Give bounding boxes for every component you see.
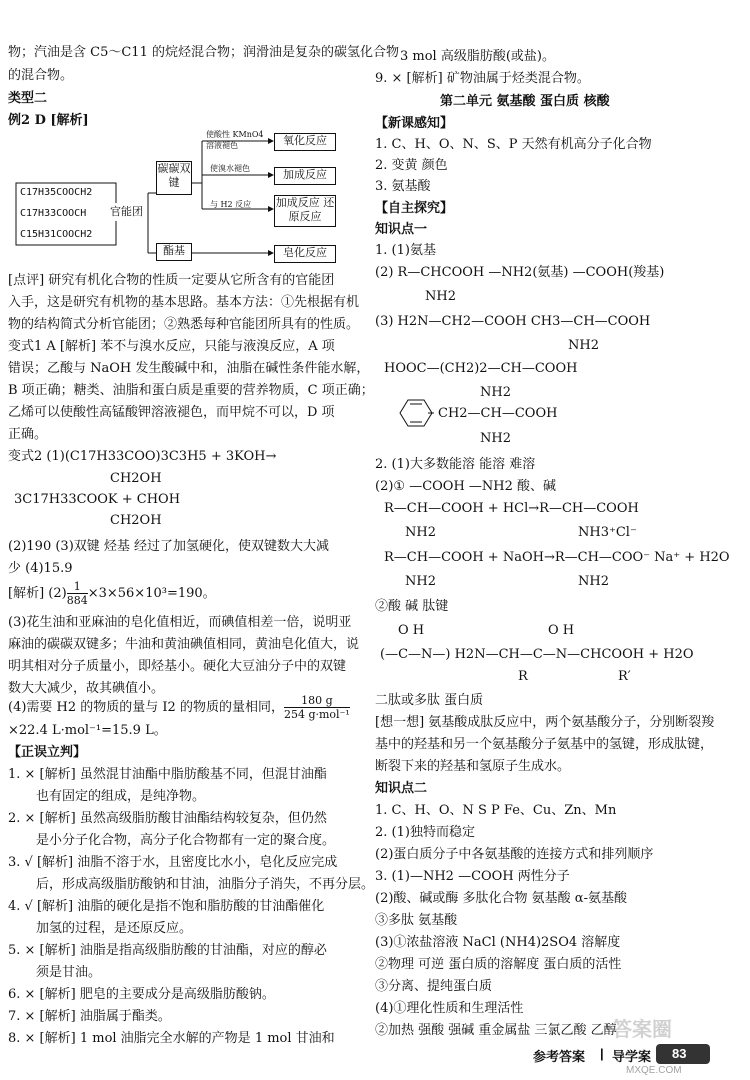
subsection-heading: 知识点二 (375, 781, 428, 796)
text-line: ②酸 碱 肽键 (375, 599, 449, 614)
guide-label: 导学案 (612, 1049, 652, 1064)
fat-formula-2: C17H33COOCH (20, 208, 87, 219)
text-line: 2. (1)独特而稳定 (375, 825, 475, 840)
formula-sup: O H (398, 623, 425, 638)
think-line: 基中的羟基和另一个氨基酸分子氨基中的氢键，形成肽键， (375, 737, 714, 752)
analysis-line (8, 580, 216, 608)
formula-line: R—CH—COOH + HCl→R—CH—COOH (384, 501, 639, 516)
section-heading: 【自主探究】 (375, 201, 454, 216)
formula-sub: NH2 (480, 385, 511, 400)
section-heading: 【新课感知】 (375, 116, 454, 131)
analysis-line: ×22.4 L·mol⁻¹=15.9 L。 (8, 723, 167, 738)
formula-line: 3C17H33COOK + CHOH (14, 492, 181, 507)
answer-line: (2)190 (3)双键 烃基 经过了加氢硬化，使双键数大大减 (8, 539, 330, 554)
judge-line: 7. × [解析] 油脂属于酯类。 (8, 1009, 171, 1024)
judge-line: 加氢的过程，是还原反应。 (36, 921, 193, 936)
variant-line: 错误；乙酸与 NaOH 发生酸碱中和，油脂在碱性条件能水解， (8, 361, 370, 376)
answer-line: 少 (4)15.9 (8, 561, 73, 576)
formula-sub: NH2 (480, 431, 511, 446)
section-heading: 【正误立判】 (8, 745, 87, 760)
text-line: 9. × [解析] 矿物油属于烃类混合物。 (375, 71, 590, 86)
fraction-denominator: 884 (66, 594, 88, 607)
text-line: ②物理 可逆 蛋白质的溶解度 蛋白质的活性 (375, 957, 622, 972)
text-line: (4)①理化性质和生理活性 (375, 1001, 524, 1016)
addition-reduction-box: 加成反应 还原反应 (274, 195, 336, 227)
text-line: (2)蛋白质分子中各氨基酸的连接方式和排列顺序 (375, 847, 654, 862)
saponification-box: 皂化反应 (274, 245, 336, 263)
text-line: 1. C、H、O、N、S、P 天然有机高分子化合物 (375, 137, 652, 152)
analysis-suffix: ×3×56×10³=190。 (87, 586, 216, 601)
benzene-ring-icon (398, 398, 434, 428)
text-line: 2. (1)大多数能溶 能溶 难溶 (375, 457, 536, 472)
formula-line: CH2—CH—COOH (438, 406, 558, 421)
text-line: ③多肽 氨基酸 (375, 913, 458, 928)
judge-line: 须是甘油。 (36, 965, 102, 980)
ester-group-box: 酯基 (156, 243, 192, 261)
condition-label: 使酸性 KMnO4 溶液褪色 (206, 130, 264, 150)
analysis-line: 麻油的碳碳双键多；牛油和黄油碘值相同，黄油皂化值大，说 (8, 637, 360, 652)
functional-group-label: 官能团 (110, 203, 143, 221)
answer-label: 参考答案 (533, 1049, 586, 1064)
judge-line: 1. × [解析] 虽然混甘油酯中脂肪酸基不同，但混甘油酯 (8, 767, 327, 782)
formula-line: HOOC—(CH2)2—CH—COOH (384, 361, 578, 376)
formula-line: CH2OH (110, 513, 162, 528)
condition-label: 使溴水褪色 (210, 164, 250, 173)
formula-sub: NH2 (405, 574, 436, 589)
formula-line: (3) H2N—CH2—COOH CH3—CH—COOH (375, 314, 651, 329)
addition-box: 加成反应 (274, 167, 336, 185)
fraction (67, 580, 88, 607)
judge-line: 8. × [解析] 1 mol 油脂完全水解的产物是 1 mol 甘油和 (8, 1031, 335, 1046)
formula-sub: NH2 (405, 525, 436, 540)
fat-formula-1: C17H35COOCH2 (20, 187, 93, 198)
text-line: ②加热 强酸 强碱 重金属盐 三氯乙酸 乙醇 (375, 1023, 617, 1038)
unit-title: 第二单元 氨基酸 蛋白质 核酸 (440, 94, 610, 109)
analysis-line: 明其相对分子质量小，即烃基小。硬化大豆油分子中的双键 (8, 659, 347, 674)
condition-label: 与 H2 反应 (210, 200, 252, 209)
cc-double-bond-box: 碳碳双键 (156, 161, 192, 195)
formula-sub: NH3⁺Cl⁻ (578, 525, 637, 540)
variant-line: 变式1 A [解析] 苯不与溴水反应，只能与液溴反应，A 项 (8, 339, 335, 354)
formula-sub: R′ (618, 669, 631, 684)
oxidation-box: 氧化反应 (274, 133, 336, 151)
analysis-line: (3)花生油和亚麻油的皂化值相近，而碘值相差一倍，说明亚 (8, 615, 352, 630)
judge-line: 2. × [解析] 虽然高级脂肪酸甘油酯结构较复杂，但仍然 (8, 811, 327, 826)
judge-line: 是小分子化合物，高分子化合物都有一定的聚合度。 (36, 833, 336, 848)
q4-text: (4)需要 H2 的物质的量与 I2 的物质的量相同， (8, 700, 284, 715)
watermark-text: 答案圈 (612, 1017, 672, 1041)
text-line: 3. 氨基酸 (375, 179, 431, 194)
subsection-heading: 知识点一 (375, 222, 428, 237)
variant-line: 乙烯可以使酸性高锰酸钾溶液褪色，而甲烷不可以，D 项 (8, 405, 335, 420)
think-line: 断裂下来的羟基和氢原子生成水。 (375, 759, 571, 774)
variant-line: 变式2 (1)(C17H33COO)3C3H5 + 3KOH→ (8, 449, 277, 464)
formula-line: R—CH—COOH + NaOH→R—CH—COO⁻ Na⁺ + H2O (384, 550, 730, 565)
formula-sub: NH2 (578, 574, 609, 589)
judge-line: 4. √ [解析] 油脂的硬化是指不饱和脂肪酸的甘油酯催化 (8, 899, 325, 914)
text-line: (3)①浓盐溶液 NaCl (NH4)2SO4 溶解度 (375, 935, 621, 950)
text-line: 物；汽油是含 C5～C11 的烷烃混合物；润滑油是复杂的碳氢化合物 (8, 45, 399, 60)
formula-sub: R (518, 669, 528, 684)
watermark-url: MXQE.COM (626, 1065, 682, 1076)
formula-sub: NH2 (425, 289, 456, 304)
variant-line: 正确。 (8, 427, 48, 442)
fraction-numerator: 180 g (284, 694, 350, 708)
text-line: 的混合物。 (8, 68, 74, 83)
text-line: 2. 变黄 颜色 (375, 158, 448, 173)
fraction-denominator: 254 g·mol⁻¹ (283, 708, 350, 721)
text-line: 3 mol 高级脂肪酸(或盐)。 (400, 49, 555, 64)
judge-line: 后，形成高级脂肪酸钠和甘油，油脂分子消失，不再分层。 (36, 877, 375, 892)
formula-sup: O H (548, 623, 575, 638)
analysis-line: 数大大减少，故其碘值小。 (8, 681, 165, 696)
analysis-prefix: [解析] (2) (8, 586, 67, 601)
text-line: 二肽或多肽 蛋白质 (375, 693, 484, 708)
fraction-numerator: 1 (67, 580, 88, 594)
text-line: ③分离、提纯蛋白质 (375, 979, 493, 994)
comment-line: 物的结构简式分析官能团；②熟悉每种官能团所具有的性质。 (8, 317, 360, 332)
text-line: (2)酸、碱或酶 多肽化合物 氨基酸 α-氨基酸 (375, 891, 627, 906)
text-line: (2)① —COOH —NH2 酸、碱 (375, 479, 557, 494)
formula-sub: NH2 (568, 338, 599, 353)
judge-line: 也有固定的组成，是纯净物。 (36, 789, 206, 804)
formula-line: (2) R—CHCOOH —NH2(氨基) —COOH(羧基) (375, 265, 665, 280)
judge-line: 5. × [解析] 油脂是指高级脂肪酸的甘油酯，对应的醇必 (8, 943, 327, 958)
text-line: 3. (1)—NH2 —COOH 两性分子 (375, 869, 570, 884)
formula-line: CH2OH (110, 471, 162, 486)
judge-line: 3. √ [解析] 油脂不溶于水，且密度比水小，皂化反应完成 (8, 855, 338, 870)
fraction (284, 694, 350, 721)
section-heading: 类型二 (8, 91, 48, 106)
text-line: 1. (1)氨基 (375, 243, 436, 258)
reaction-diagram (12, 125, 352, 265)
footer-separator: | (600, 1046, 604, 1061)
variant-line: B 项正确；糖类、油脂和蛋白质是重要的营养物质，C 项正确； (8, 383, 374, 398)
comment-line: 入手，这是研究有机物的基本思路。基本方法：①先根据有机 (8, 295, 360, 310)
judge-line: 6. × [解析] 肥皂的主要成分是高级脂肪酸钠。 (8, 987, 275, 1002)
think-line: [想一想] 氨基酸成肽反应中，两个氨基酸分子，分别断裂羧 (375, 715, 715, 730)
comment-line: [点评] 研究有机化合物的性质一定要从它所含有的官能团 (8, 273, 335, 288)
example-label: 例2 D [解析] (8, 113, 89, 128)
page-number: 83 (672, 1046, 687, 1061)
text-line: 1. C、H、O、N S P Fe、Cu、Zn、Mn (375, 803, 617, 818)
fat-formula-3: C15H31COOCH2 (20, 229, 93, 240)
formula-line: (—C—N—) H2N—CH—C—N—CHCOOH + H2O (380, 647, 694, 662)
